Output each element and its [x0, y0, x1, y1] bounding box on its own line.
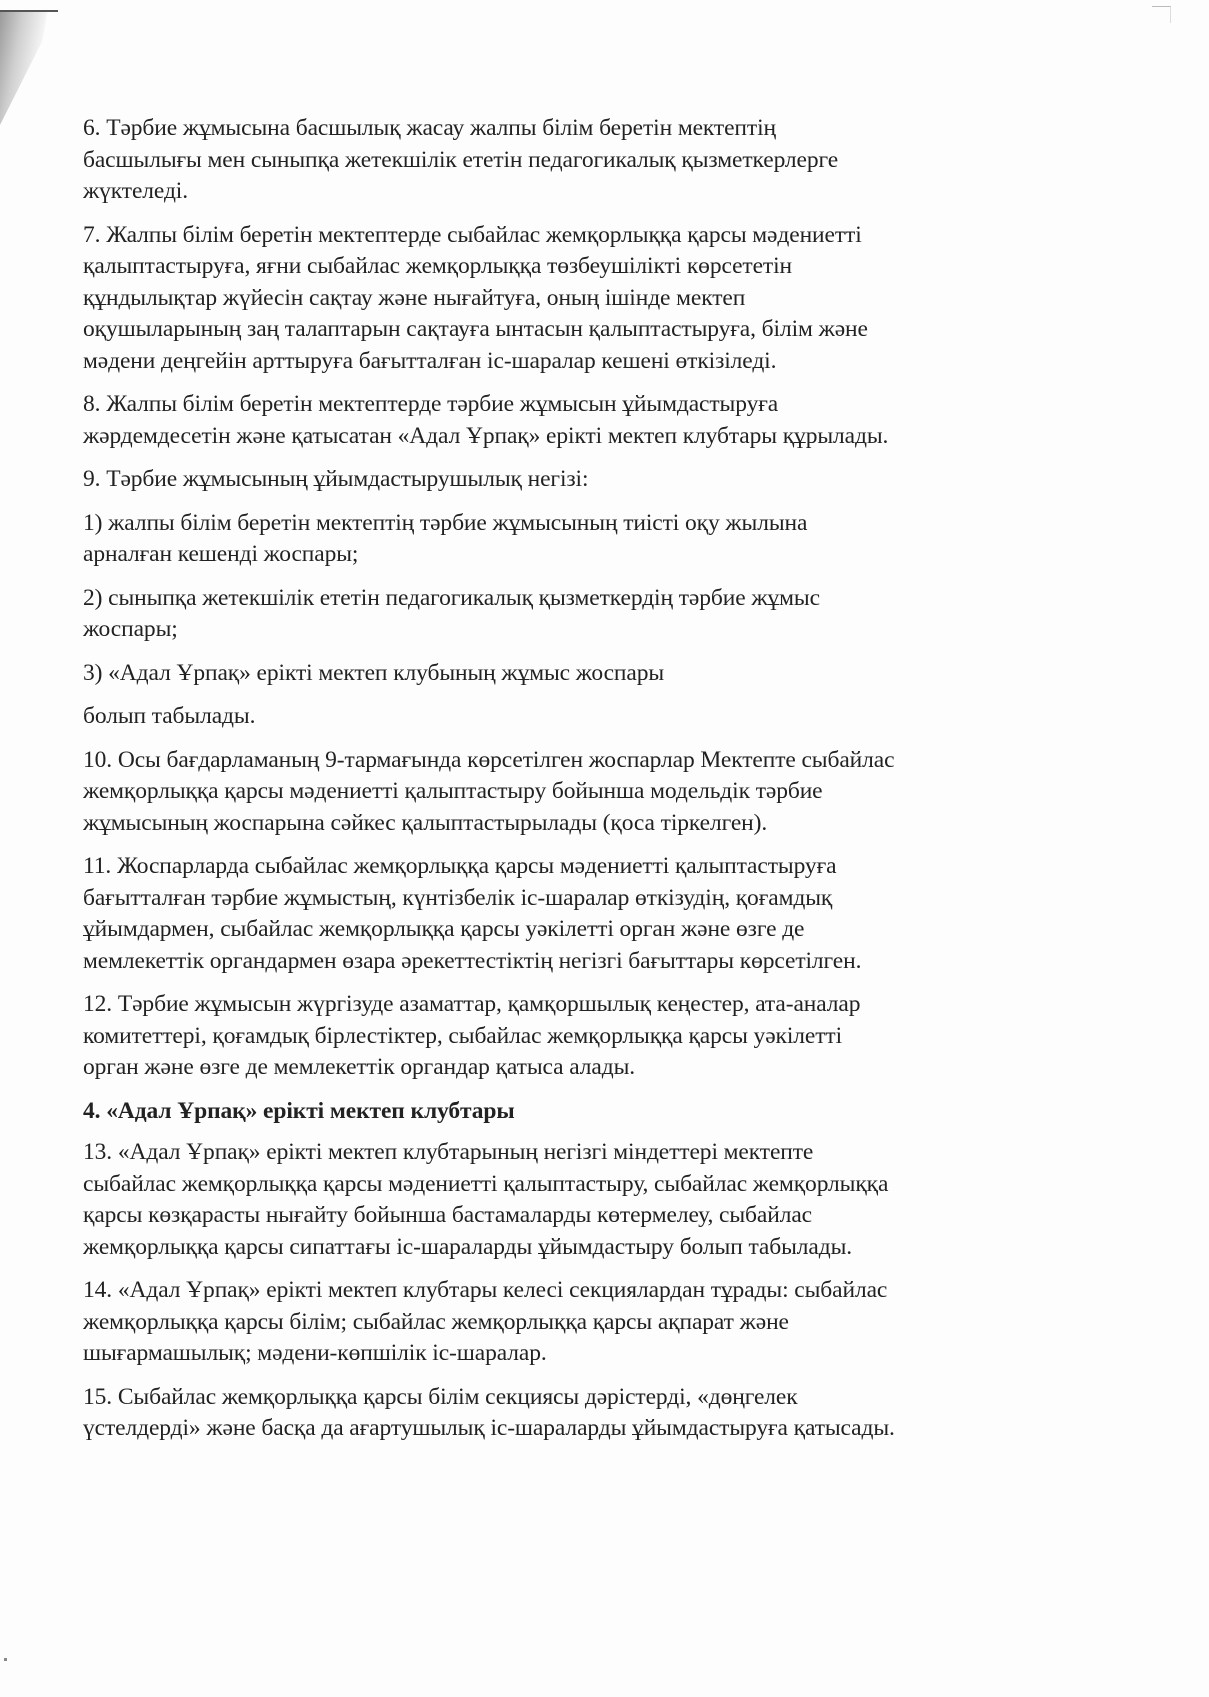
list-item-9-1: 1) жалпы білім беретін мектептің тәрбие жұмысының тиісті оқу жылына арналған кешенді жоспары; [83, 509, 808, 567]
paragraph-11: 11. Жоспарларда сыбайлас жемқорлыққа қарсы мәдениетті қалыптастыруға бағытталған тәрбие жұмыстың, күнтізбелік іс-шаралар өткізудің, қоғамдық ұйымдармен, сыбайлас жемқорлыққа қарсы уәкілетті орган және өзге де мемлекеттік органдармен өзара әрекеттестіктің негізгі бағыттары көрсетілген. [83, 853, 862, 974]
section-heading: 4. «Адал Ұрпақ» ерікті мектеп клубтары [83, 1097, 515, 1124]
page-edge-line [0, 10, 58, 12]
paragraph-12: 12. Тәрбие жұмысын жүргізуде азаматтар, қамқоршылық кеңестер, ата-аналар комитеттері, қоғамдық бірлестіктер, сыбайлас жемқорлыққа қарсы уәкілетті орган және өзге де мемлекеттік органдар қатыса алады. [83, 991, 861, 1080]
list-item-9-3: 3) «Адал Ұрпақ» ерікті мектеп клубының жұмыс жоспары [83, 659, 665, 686]
paragraph-6: 6. Тәрбие жұмысына басшылық жасау жалпы білім беретін мектептің басшылығы мен сыныпқа жетекшілік ететін педагогикалық қызметкерлерге жүктеледі. [83, 115, 839, 204]
paragraph-10: 10. Осы бағдарламаның 9-тармағында көрсетілген жоспарлар Мектепте сыбайлас жемқорлыққа қарсы мәдениетті қалыптастыру бойынша модельдік тәрбие жұмысының жоспарына сәйкес қалыптастырылады (қоса тіркелген). [83, 746, 895, 836]
scan-artifact [1152, 6, 1171, 23]
scan-artifact-dot [4, 1658, 7, 1661]
paragraph-14: 14. «Адал Ұрпақ» ерікті мектеп клубтары келесі секциялардан тұрады: сыбайлас жемқорлыққа қарсы білім; сыбайлас жемқорлыққа қарсы ақпарат және шығармашылық; мәдени-көпшілік іс-шаралар. [83, 1277, 888, 1366]
paragraph-7: 7. Жалпы білім беретін мектептерде сыбайлас жемқорлыққа қарсы мәдениетті қалыптастыруға, яғни сыбайлас жемқорлыққа төзбеушілікті көрсететін құндылықтар жүйесін сақтау және нығайтуға, оның ішінде мектеп оқушыларының заң талаптарын сақтауға ынтасын қалыптастыруға, білім және мәдени деңгейін арттыруға бағытталған іс-шаралар кешені өткізіледі. [83, 221, 868, 374]
paragraph-9: 9. Тәрбие жұмысының ұйымдастырушылық негізі: [83, 466, 589, 492]
paragraph-13: 13. «Адал Ұрпақ» ерікті мектеп клубтарының негізгі міндеттері мектепте сыбайлас жемқорлыққа қарсы мәдениетті қалыптастыру, сыбайлас жемқорлыққа қарсы көзқарасты нығайту бойынша бастамаларды көтермелеу, сыбайлас жемқорлыққа қарсы сипаттағы іс-шараларды ұйымдастыру болып табылады. [83, 1139, 889, 1260]
paragraph-8: 8. Жалпы білім беретін мектептерде тәрбие жұмысын ұйымдастыруға жәрдемдесетін және қатысатан «Адал Ұрпақ» ерікті мектеп клубтары құрылады. [83, 391, 889, 449]
page-corner-fold [0, 10, 58, 125]
paragraph-15: 15. Сыбайлас жемқорлыққа қарсы білім секциясы дәрістерді, «дөңгелек үстелдерді» және басқа да ағартушылық іс-шараларды ұйымдастыруға қатысады. [83, 1383, 895, 1441]
paragraph-9-conclusion: болып табылады. [83, 703, 256, 729]
list-item-9-2: 2) сыныпқа жетекшілік ететін педагогикалық қызметкердің тәрбие жұмыс жоспары; [83, 584, 820, 642]
document-body [83, 113, 1063, 1457]
